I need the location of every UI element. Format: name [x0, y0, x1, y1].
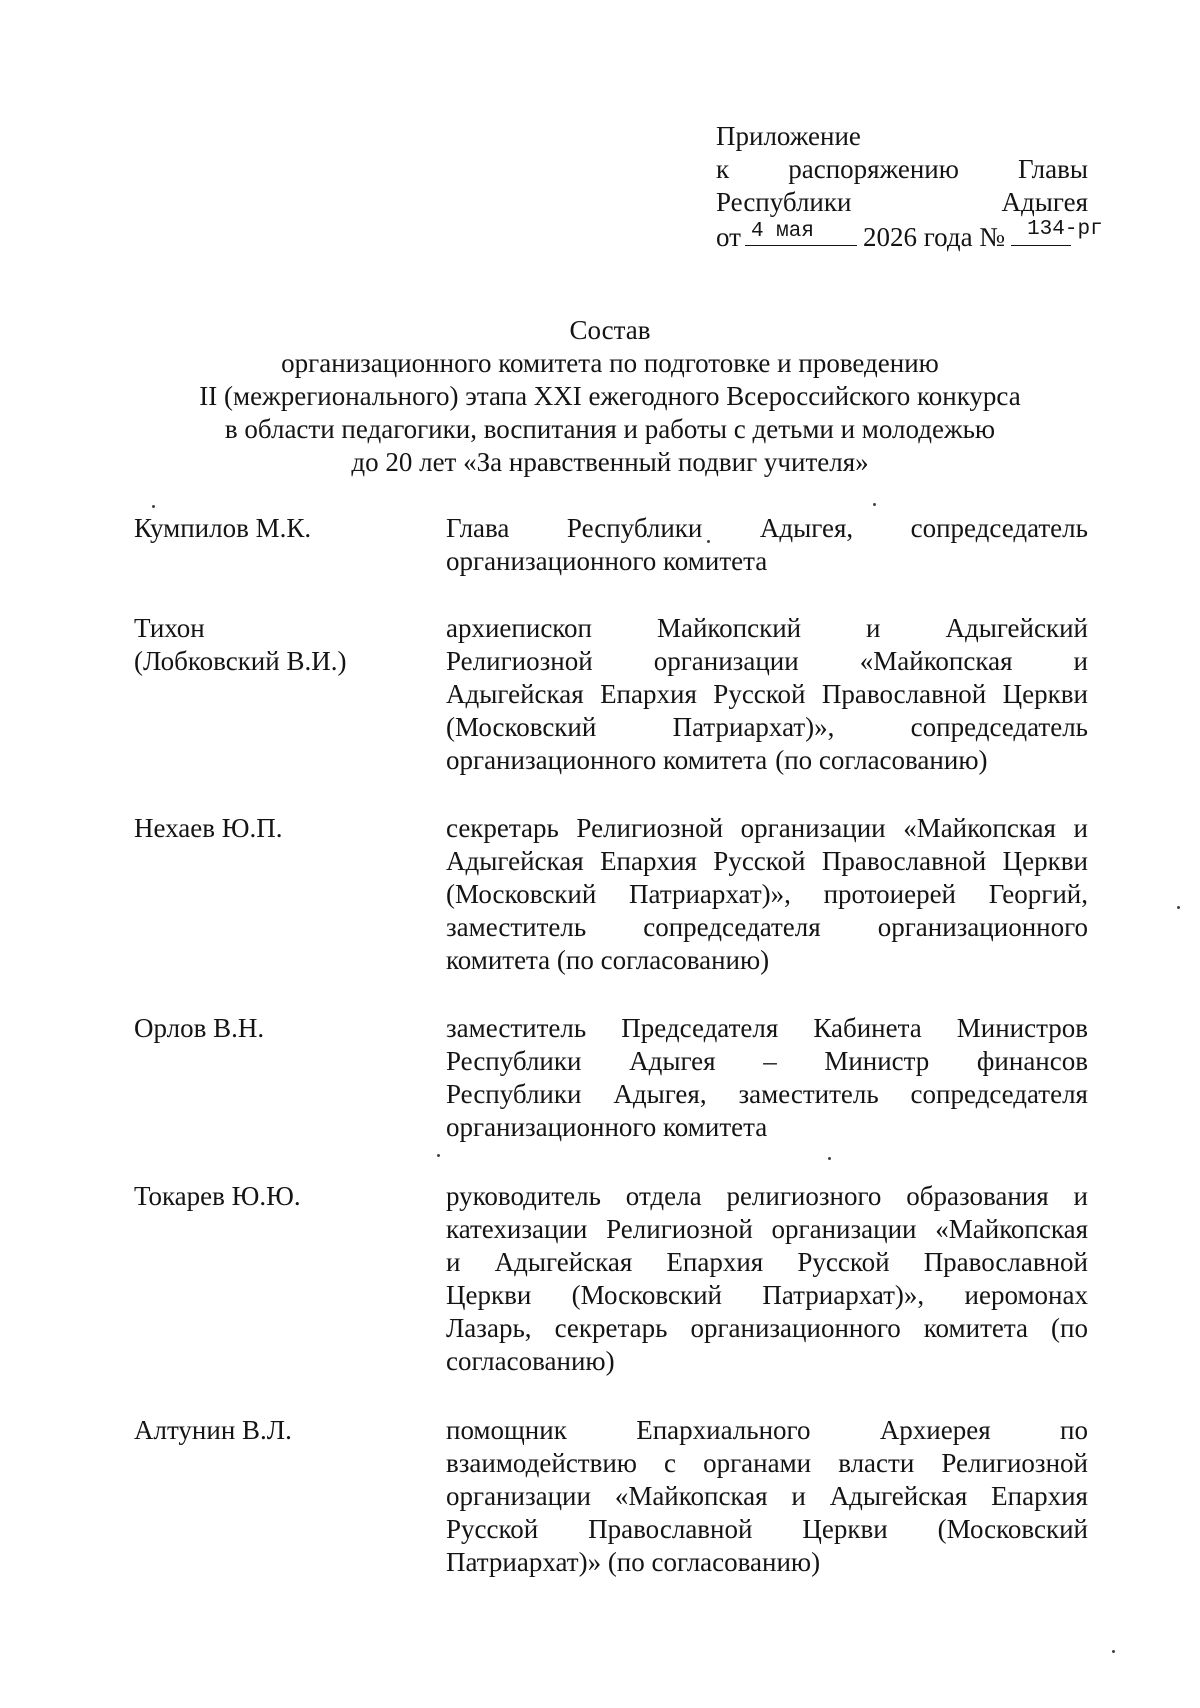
role-word: взаимодействию	[446, 1448, 637, 1478]
member-name	[134, 1414, 424, 1447]
title-line: до 20 лет «За нравственный подвиг учителя»	[351, 447, 869, 477]
role-line	[446, 1078, 1088, 1111]
member-name-line: Тихон	[134, 613, 205, 643]
role-word: Республики	[446, 1079, 582, 1109]
member-name-line: Токарев Ю.Ю.	[134, 1181, 301, 1211]
member-role	[446, 1414, 1088, 1579]
appendix-header	[716, 120, 1103, 252]
order-number: 134-рг	[1027, 218, 1103, 241]
role-word: Религиозной	[446, 646, 593, 676]
role-line	[446, 1345, 1088, 1378]
role-line	[446, 1480, 1088, 1513]
role-line	[446, 944, 1088, 977]
role-word: отдела	[625, 1181, 702, 1211]
role-line	[446, 1513, 1088, 1546]
role-word: организационного комитета	[446, 1112, 768, 1142]
role-word: (Московский	[446, 712, 597, 742]
role-word: организационного комитета	[446, 745, 768, 775]
role-word: Русской	[446, 1514, 539, 1544]
member-role	[446, 1180, 1088, 1378]
role-word: Республики	[566, 513, 703, 543]
role-line	[446, 1414, 1088, 1447]
role-word: организационного комитета	[446, 546, 768, 576]
appendix-word: Главы	[1018, 154, 1088, 184]
role-word: Православной	[821, 679, 987, 709]
role-word: Православной	[821, 846, 987, 876]
title-line: II (межрегионального) этапа XXI ежегодного Всероссийского конкурса	[199, 381, 1021, 411]
role-word: Религиозной	[941, 1448, 1088, 1478]
title-heading: Состав	[569, 315, 651, 345]
scan-speck	[1177, 906, 1180, 909]
role-word: организации	[740, 813, 886, 843]
role-line	[446, 1213, 1088, 1246]
role-line	[446, 678, 1088, 711]
title-line: в области педагогики, воспитания и работы с детьми и молодежью	[224, 414, 996, 444]
role-word: «Майкопская	[903, 813, 1056, 843]
role-word: и	[1073, 646, 1088, 676]
role-word: сопредседателя	[910, 1079, 1088, 1109]
role-word: Епархия	[600, 679, 697, 709]
role-line	[446, 1447, 1088, 1480]
appendix-line-2	[716, 153, 1088, 186]
role-word: «Майкопская	[859, 646, 1013, 676]
member-role	[446, 812, 1088, 977]
scan-speck	[437, 1154, 440, 1157]
role-word: Глава	[446, 513, 510, 543]
appendix-word: к	[716, 154, 730, 184]
role-word: Председателя	[621, 1013, 779, 1043]
role-word: Патриархат)»,	[629, 879, 791, 909]
role-line	[446, 512, 1088, 545]
role-word: заместитель	[446, 1013, 587, 1043]
role-word: «Майкопская	[614, 1481, 768, 1511]
role-word: секретарь	[446, 813, 559, 843]
role-word: Православной	[588, 1514, 753, 1544]
appendix-title: Приложение	[716, 121, 861, 151]
role-word: религиозного	[726, 1181, 882, 1211]
role-line	[446, 1312, 1088, 1345]
scan-speck	[707, 540, 710, 543]
scan-speck	[152, 505, 155, 508]
role-word: Церкви	[446, 1280, 532, 1310]
role-word: Лазарь,	[446, 1313, 532, 1343]
date-year: 2026 года №	[862, 222, 1006, 252]
role-word: Адыгея,	[759, 513, 854, 543]
date-day-blank	[745, 219, 857, 246]
role-word: катехизации	[446, 1214, 588, 1244]
role-word: Министр	[824, 1046, 930, 1076]
role-word: сопредседатель	[910, 513, 1088, 543]
member-name-line: Орлов В.Н.	[134, 1013, 265, 1043]
role-word: и	[1073, 1181, 1088, 1211]
appendix-word: распоряжению	[788, 154, 959, 184]
role-line	[446, 845, 1088, 878]
role-word: заместитель	[446, 912, 587, 942]
role-line	[446, 878, 1088, 911]
role-word: Православной	[923, 1247, 1088, 1277]
role-word: и	[446, 1247, 461, 1277]
member-name-line: (Лобковский В.И.)	[134, 646, 347, 676]
order-number-blank	[1011, 218, 1103, 246]
scan-speck	[873, 503, 876, 506]
role-line	[446, 1012, 1088, 1045]
role-word: Религиозной	[576, 813, 724, 843]
role-word: Патриархат)»,	[672, 712, 835, 742]
member-name	[134, 1180, 424, 1213]
member-name-line: Алтунин В.Л.	[134, 1415, 292, 1445]
role-word: Патриархат)»,	[762, 1280, 925, 1310]
role-line	[446, 812, 1088, 845]
role-word: Адыгейская	[829, 1481, 968, 1511]
role-word: образования	[906, 1181, 1049, 1211]
member-role	[446, 512, 1088, 578]
role-line	[446, 1045, 1088, 1078]
role-word: организационного	[877, 912, 1088, 942]
role-word: «Майкопская	[935, 1214, 1088, 1244]
appendix-word: Республики	[716, 187, 852, 217]
role-word: Майкопский	[656, 613, 802, 643]
member-name-line: Нехаев Ю.П.	[134, 813, 283, 843]
role-line	[446, 1546, 1088, 1579]
role-word: Патриархат)» (по согласованию)	[446, 1547, 821, 1577]
role-line	[446, 1279, 1088, 1312]
role-word: (Московский	[571, 1280, 722, 1310]
role-word: согласованию)	[446, 1346, 615, 1376]
appendix-word: Адыгея	[1001, 187, 1088, 217]
role-word: руководитель	[446, 1181, 601, 1211]
role-word: организации	[653, 646, 799, 676]
date-day: 4 мая	[750, 220, 814, 243]
role-word: Республики	[446, 1046, 582, 1076]
role-word: Церкви	[1002, 846, 1088, 876]
role-word: по	[1060, 1415, 1088, 1445]
role-word: сопредседатель	[910, 712, 1088, 742]
role-word: Адыгейская	[446, 679, 584, 709]
role-word: Русской	[713, 846, 806, 876]
role-word: Адыгея	[629, 1046, 716, 1076]
role-word: архиепископ	[446, 613, 592, 643]
role-word: Русской	[797, 1247, 890, 1277]
role-word: Епархия	[666, 1247, 764, 1277]
role-word: комитета (по согласованию)	[446, 945, 770, 975]
member-name	[134, 512, 424, 545]
role-word: и	[1073, 813, 1088, 843]
role-word: секретарь	[554, 1313, 668, 1343]
role-word: Адыгейский	[945, 613, 1088, 643]
role-word: комитета	[923, 1313, 1028, 1343]
role-line	[446, 612, 1088, 645]
scan-speck	[828, 1157, 831, 1160]
role-line	[446, 1111, 1088, 1144]
role-word: (Московский	[446, 879, 597, 909]
role-word: Русской	[713, 679, 806, 709]
appendix-title-line	[716, 120, 1088, 153]
role-word: организации	[771, 1214, 917, 1244]
role-word: заместитель	[738, 1079, 879, 1109]
role-line	[446, 1180, 1088, 1213]
role-word: власти	[838, 1448, 915, 1478]
role-word: организационного	[690, 1313, 901, 1343]
role-line	[446, 711, 1088, 744]
member-role	[446, 1012, 1088, 1144]
role-word: (по согласованию)	[775, 745, 988, 775]
role-line	[446, 645, 1088, 678]
role-word: финансов	[976, 1046, 1088, 1076]
role-word: Георгий,	[988, 879, 1088, 909]
role-word: Епархиального	[636, 1415, 811, 1445]
role-word: с	[664, 1448, 677, 1478]
appendix-line-3	[716, 186, 1088, 219]
role-word: –	[763, 1046, 777, 1076]
role-word: иеромонах	[964, 1280, 1088, 1310]
role-word: (Московский	[937, 1514, 1088, 1544]
appendix-date-line	[716, 218, 1103, 252]
role-word: Архиерея	[879, 1415, 991, 1445]
role-word: Религиозной	[606, 1214, 753, 1244]
role-word: (по	[1051, 1313, 1088, 1343]
scan-speck	[1112, 1650, 1115, 1653]
member-name	[134, 812, 424, 845]
role-word: Епархия	[600, 846, 697, 876]
title-line: организационного комитета по подготовке и проведению	[281, 348, 939, 378]
role-word: Церкви	[802, 1514, 888, 1544]
role-word: организации	[446, 1481, 591, 1511]
member-name	[134, 612, 424, 678]
role-line	[446, 744, 1088, 777]
role-word: Кабинета	[813, 1013, 922, 1043]
role-word: Церкви	[1002, 679, 1088, 709]
role-word: помощник	[446, 1415, 567, 1445]
role-line	[446, 911, 1088, 944]
role-word: протоиерей	[823, 879, 956, 909]
member-role	[446, 612, 1088, 777]
role-word: Адыгейская	[446, 846, 584, 876]
document-title	[120, 314, 1100, 479]
role-word: и	[791, 1481, 806, 1511]
role-line	[446, 545, 1088, 578]
role-line	[446, 1246, 1088, 1279]
role-word: Адыгея,	[613, 1079, 707, 1109]
member-name-line: Кумпилов М.К.	[134, 513, 312, 543]
role-word: сопредседателя	[643, 912, 821, 942]
role-word: Министров	[956, 1013, 1088, 1043]
role-word: органами	[703, 1448, 812, 1478]
date-prefix: от	[716, 222, 741, 252]
role-word: Епархия	[991, 1481, 1088, 1511]
role-word: и	[866, 613, 881, 643]
role-word: Адыгейская	[494, 1247, 633, 1277]
member-name	[134, 1012, 424, 1045]
